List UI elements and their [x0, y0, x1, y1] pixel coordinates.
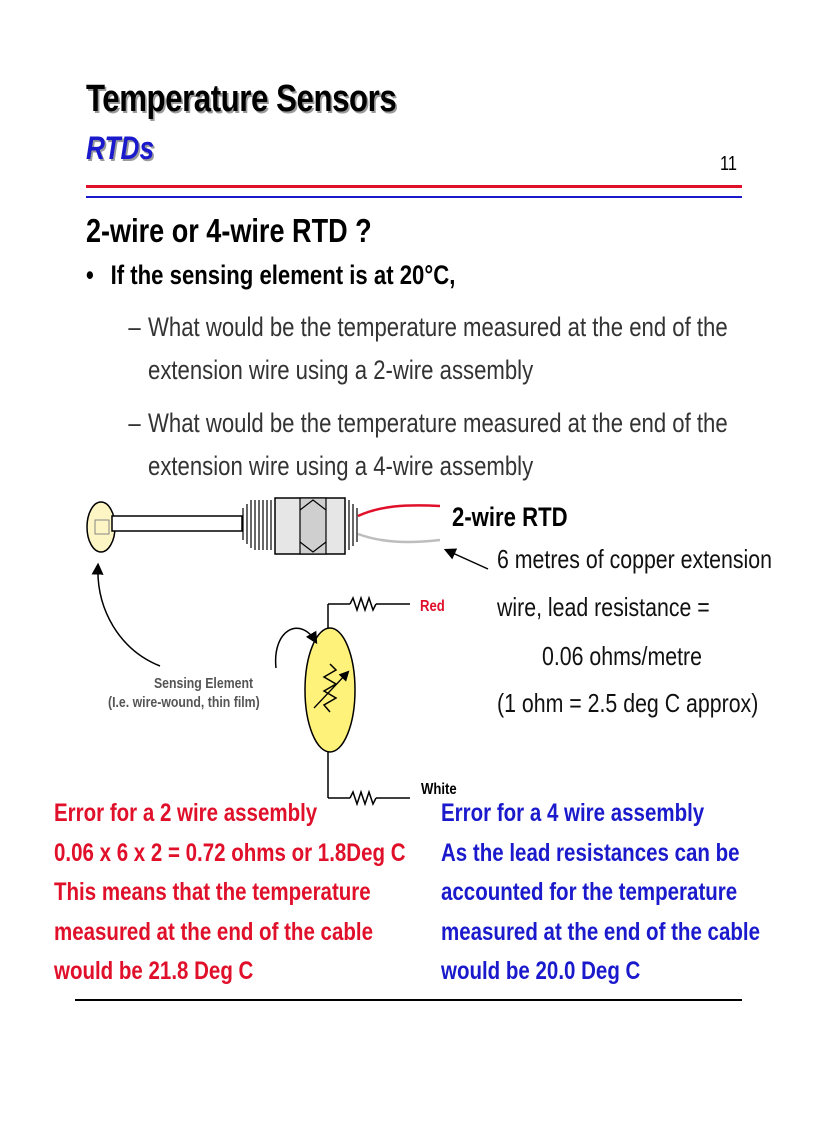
extension-note-line: 6 metres of copper extension	[497, 544, 772, 574]
sub-item-line: What would be the temperature measured at the end of the	[148, 408, 728, 438]
sub-item-line: What would be the temperature measured at the end of the	[148, 312, 728, 342]
sensing-element-label	[108, 674, 260, 712]
sensing-element-body	[305, 628, 355, 752]
section-heading: 2-wire or 4-wire RTD ?	[86, 212, 372, 249]
two-wire-error-block	[54, 794, 406, 992]
slide-subtitle: RTDs	[86, 130, 155, 166]
sub-item-dash: –	[128, 312, 141, 342]
extension-note-line: (1 ohm = 2.5 deg C approx)	[497, 688, 759, 718]
rtd-type-label: 2-wire RTD	[452, 502, 568, 532]
two-wire-error-line: would be 21.8 Deg C	[54, 957, 254, 985]
sub-item-line: extension wire using a 4-wire assembly	[148, 451, 534, 481]
sub-item-dash: –	[128, 408, 141, 438]
four-wire-error-line: accounted for the temperature	[441, 878, 738, 906]
four-wire-error-line: measured at the end of the cable	[441, 917, 760, 946]
wire-label-white: White	[421, 781, 457, 798]
four-wire-error-line: would be 20.0 Deg C	[441, 957, 641, 985]
fitting-thread-right	[349, 500, 357, 550]
sub-item-line: extension wire using a 2-wire assembly	[148, 355, 534, 385]
two-wire-error-line: This means that the temperature	[54, 878, 371, 906]
probe-sheath	[112, 516, 242, 531]
bullet-text: If the sensing element is at 20°C,	[110, 260, 456, 290]
sensing-pointer-arrow	[98, 565, 160, 666]
resistor-top	[350, 598, 376, 610]
two-wire-error-line: 0.06 x 6 x 2 = 0.72 ohms or 1.8Deg C	[54, 838, 406, 867]
slide-title: Temperature Sensors	[86, 78, 397, 120]
four-wire-error-block	[441, 794, 760, 992]
page-number: 11	[720, 153, 738, 175]
footer-rule	[75, 999, 742, 1001]
sensing-element-types: (I.e. wire-wound, thin film)	[108, 694, 260, 711]
extension-note-line: 0.06 ohms/metre	[542, 641, 702, 671]
wire-pointer-arrow	[446, 550, 488, 569]
extension-note-line: wire, lead resistance =	[497, 592, 710, 622]
probe-tip	[87, 502, 115, 552]
bullet-marker: •	[86, 260, 94, 290]
four-wire-error-line: Error for a 4 wire assembly	[441, 799, 705, 827]
sensing-element-title: Sensing Element	[153, 675, 254, 692]
wire-label-red: Red	[420, 598, 445, 615]
red-wire	[358, 505, 440, 516]
two-wire-error-line: measured at the end of the cable	[54, 917, 373, 946]
two-wire-error-line: Error for a 2 wire assembly	[54, 799, 318, 827]
white-wire	[358, 534, 440, 542]
fitting-thread-left	[243, 500, 271, 550]
four-wire-error-line: As the lead resistances can be	[441, 838, 740, 867]
